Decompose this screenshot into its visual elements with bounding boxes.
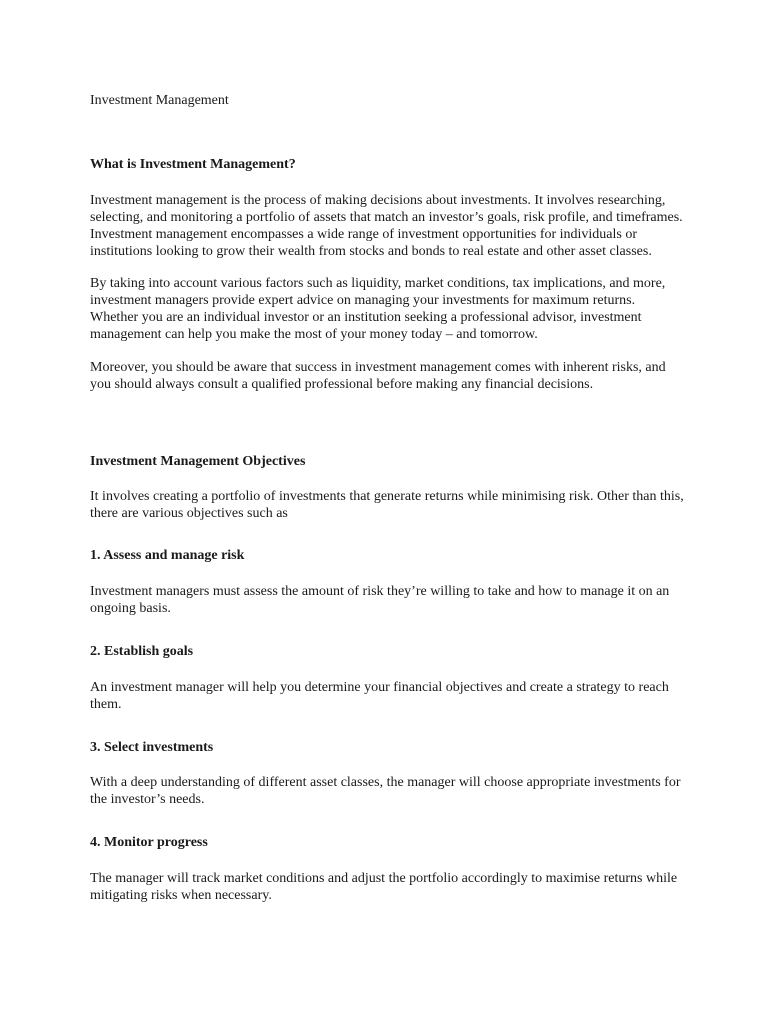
- objective-text-risk: Investment managers must assess the amount of risk they’re willing to take and how to manage it on an ongoing basis.: [90, 584, 670, 616]
- section-heading-objectives: Investment Management Objectives: [90, 454, 306, 469]
- objective-heading-risk: 1. Assess and manage risk: [90, 548, 245, 563]
- objective-heading-goals: 2. Establish goals: [90, 644, 194, 659]
- document-title: Investment Management: [90, 93, 229, 108]
- section-heading-what-is: What is Investment Management?: [90, 157, 296, 172]
- objective-text-monitor: The manager will track market conditions and adjust the portfolio accordingly to maximise returns while mitigating risks when necessary.: [90, 871, 678, 903]
- objective-heading-monitor: 4. Monitor progress: [90, 835, 208, 850]
- objective-text-select: With a deep understanding of different asset classes, the manager will choose appropriate investments for the investor’s needs.: [90, 775, 681, 807]
- paragraph-objectives-intro: It involves creating a portfolio of investments that generate returns while minimising risk. Other than this, there are various objectives such as: [90, 489, 684, 521]
- paragraph-factors: By taking into account various factors such as liquidity, market conditions, tax implications, and more, investment managers provide expert advice on managing your investments for maximum returns. Whether you are an individual investor or an institution seeking a professional advisor, investment management can help you make the most of your money today – and tomorrow.: [90, 276, 666, 342]
- paragraph-risks-warning: Moreover, you should be aware that success in investment management comes with inherent risks, and you should always consult a qualified professional before making any financial decisions.: [90, 360, 666, 392]
- objective-heading-select: 3. Select investments: [90, 740, 214, 755]
- paragraph-definition: Investment management is the process of making decisions about investments. It involves researching, selecting, and monitoring a portfolio of assets that match an investor’s goals, risk profile, and timeframes. Investment management encompasses a wide range of investment opportunities for individuals or institutions looking to grow their wealth from stocks and bonds to real estate and other asset classes.: [90, 193, 683, 259]
- objective-text-goals: An investment manager will help you determine your financial objectives and create a strategy to reach them.: [90, 680, 669, 712]
